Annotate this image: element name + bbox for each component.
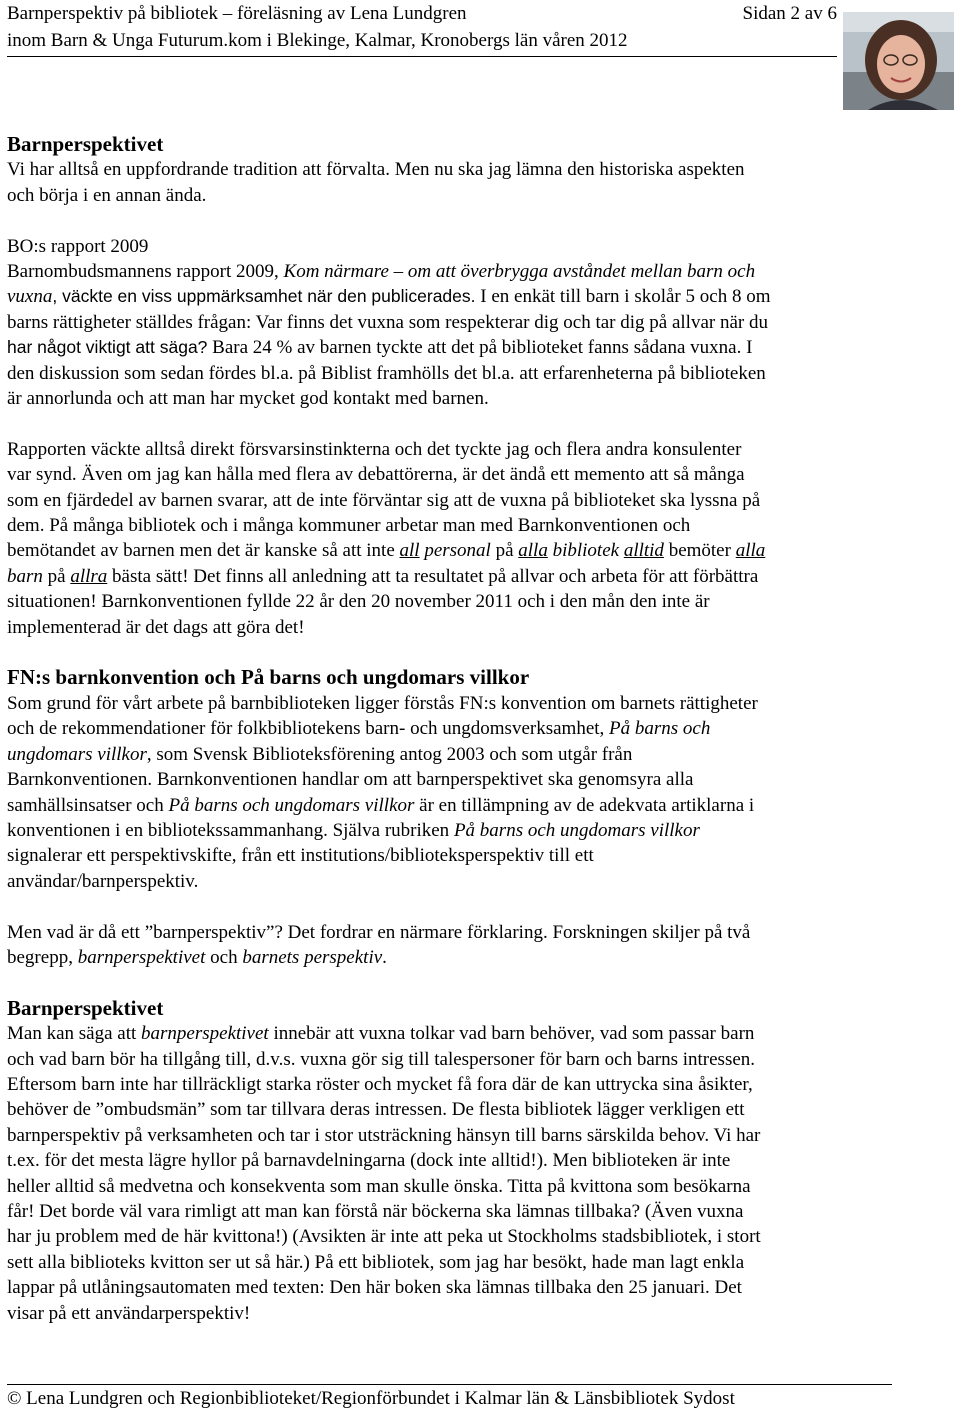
emphasis: alltid — [623, 540, 664, 562]
heading-barnperspektivet-2: Barnperspektivet — [7, 995, 164, 1020]
text-span: och — [205, 946, 243, 968]
paragraph-line — [7, 1021, 892, 1046]
text-span: bästa sätt! Det finns all anledning att ta resultatet på allvar och arbeta för att förbättra — [107, 565, 759, 587]
text-span: begrepp, — [7, 946, 78, 968]
header-title: Barnperspektiv på bibliotek – föreläsning av Lena Lundgren — [7, 3, 467, 24]
paragraph-line: lappar på utlåningsautomaten med texten: Den här boken ska lämnas tillbaka den 25 januari. Det — [7, 1277, 742, 1299]
paragraph-line: Eftersom barn inte har tillräckligt starka röster och mycket få fora där de kan uttrycka sina åsikter, — [7, 1073, 753, 1095]
paragraph-line: situationen! Barnkonventionen fyllde 22 år den 20 november 2011 och i den mån den inte är — [7, 591, 710, 613]
emphasis: På barns och — [609, 718, 711, 740]
author-portrait-image — [843, 12, 954, 110]
paragraph-line — [7, 818, 892, 843]
emphasis: På barns och ungdomars villkor — [453, 819, 700, 841]
paragraph-line: får! Det borde väl vara rimligt att man kan förstå när böckerna ska lämnas tillbaka? (Även vuxna — [7, 1200, 744, 1222]
document-body — [7, 132, 892, 1326]
page-header — [7, 0, 837, 57]
paragraph-line: Vi har alltså en uppfordrande tradition att förvalta. Men nu ska jag lämna den historiska aspekten — [7, 159, 745, 181]
emphasis: barnperspektivet — [77, 946, 206, 968]
emphasis: all — [399, 540, 420, 562]
emphasis: personal — [419, 540, 491, 562]
paragraph-line — [7, 564, 892, 589]
paragraph-line: heller alltid så medvetna och konsekventa som man skulle önska. Titta på kvittona som besökarna — [7, 1175, 751, 1197]
text-span: Bara 24 % av barnen tyckte att det på biblioteket fanns sådana vuxna. I — [207, 337, 753, 359]
paragraph-line: och vad barn bör ha tillgång till, d.v.s. vuxna gör sig till talespersoner för barn och barns intressen. — [7, 1048, 756, 1070]
heading-barnperspektivet: Barnperspektivet — [7, 132, 164, 156]
paragraph-line: Som grund för vårt arbete på barnbiblioteken ligger förstås FN:s konvention om barnets rättigheter — [7, 692, 758, 714]
emphasis: alla — [518, 540, 548, 562]
emphasis: alla — [735, 540, 766, 562]
paragraph-line: barns rättigheter ställdes frågan: Var finns det vuxna som respekterar dig och tar dig på allvar när du — [7, 311, 768, 333]
paragraph-line: implementerad är det dags att göra det! — [7, 616, 305, 638]
text-span: I en enkät till barn i skolår 5 och 8 om — [475, 286, 771, 308]
text-span: bemöter — [663, 540, 736, 562]
paragraph-line: Barnkonventionen. Barnkonventionen handlar om att barnperspektivet ska genomsyra alla — [7, 769, 694, 791]
author-photo — [843, 12, 954, 110]
emphasis: allra — [70, 565, 108, 587]
paragraph-line — [7, 742, 892, 767]
paragraph-line — [7, 945, 892, 970]
paragraph-line: t.ex. för det mesta lägre hyllor på barnavdelningarna (dock inte alltid!). Men biblioteken är inte — [7, 1150, 731, 1172]
emphasis: På barns och ungdomars villkor — [168, 794, 415, 816]
paragraph-line: sett alla biblioteks kvitton ser ut så här.) På ett bibliotek, som jag har besökt, hade man lagt enkla — [7, 1251, 745, 1273]
emphasis: barn — [7, 565, 43, 587]
text-span: har något viktigt att säga? — [7, 337, 208, 358]
text-span: bemötandet av barnen men det är kanske så att inte — [7, 540, 400, 562]
paragraph-line — [7, 335, 892, 360]
text-span: innebär att vuxna tolkar vad barn behöver, vad som passar barn — [268, 1023, 755, 1045]
paragraph-line: barnperspektiv på verksamheten och tar i stor utsträckning hänsyn till barns särskilda behov. Vi har — [7, 1124, 761, 1146]
paragraph-line — [7, 716, 892, 741]
page-footer: © Lena Lundgren och Regionbiblioteket/Regionförbundet i Kalmar län & Länsbibliotek Sydost — [7, 1384, 892, 1410]
text-span: , väckte en viss uppmärksamhet när den publicerades. — [52, 286, 476, 307]
header-subtitle: inom Barn & Unga Futurum.kom i Blekinge, Kalmar, Kronobergs län våren 2012 — [7, 30, 628, 51]
text-span: Man kan säga att — [7, 1023, 142, 1045]
heading-bo-rapport: BO:s rapport 2009 — [7, 235, 149, 257]
paragraph-line: visar på ett användarperspektiv! — [7, 1302, 251, 1324]
header-rule — [7, 56, 837, 57]
paragraph-line — [7, 284, 892, 309]
text-span: Barnombudsmannens rapport 2009, — [7, 261, 284, 283]
paragraph-line — [7, 793, 892, 818]
paragraph-line: och börja i en annan ända. — [7, 184, 207, 206]
text-span: konventionen i en bibliotekssammanhang. Själva rubriken — [7, 819, 454, 841]
text-span: är en tillämpning av de adekvata artiklarna i — [414, 794, 755, 816]
paragraph-line: dem. På många bibliotek och i många kommuner arbetar man med Barnkonventionen och — [7, 515, 691, 537]
paragraph-line: signalerar ett perspektivskifte, från ett institutions/biblioteksperspektiv till ett — [7, 845, 594, 867]
text-span: samhällsinsatser och — [7, 794, 169, 816]
paragraph-line: Rapporten väckte alltså direkt försvarsinstinkterna och det tyckte jag och flera andra konsulenter — [7, 438, 742, 460]
paragraph-line: behöver de ”ombudsmän” som tar tillvara deras intressen. De flesta bibliotek lägger verkligen ett — [7, 1099, 745, 1121]
report-title: Kom närmare – om att överbrygga avståndet mellan barn och — [283, 261, 756, 283]
text-span: , som Svensk Biblioteksförening antog 2003 och som utgår från — [146, 743, 633, 765]
paragraph-line — [7, 259, 892, 284]
heading-fn-barnkonvention: FN:s barnkonvention och På barns och ungdomars villkor — [7, 665, 530, 690]
paragraph-line: som en fjärdedel av barnen svarar, att de inte förväntar sig att de vuxna på biblioteket ska lyssna på — [7, 489, 761, 511]
text-span: på — [42, 565, 71, 587]
emphasis: barnperspektivet — [141, 1023, 269, 1045]
text-span: . — [382, 946, 387, 968]
emphasis: barnets perspektiv — [242, 946, 383, 968]
header-row — [7, 0, 837, 27]
paragraph-line: var synd. Även om jag kan hålla med flera av debattörerna, är det ändå ett memento att så många — [7, 464, 745, 486]
paragraph-line: Men vad är då ett ”barnperspektiv”? Det fordrar en närmare förklaring. Forskningen skiljer på två — [7, 921, 751, 943]
paragraph-line: har ju problem med de här kvittona!) (Avsikten är inte att peka ut Stockholms stadsbibliotek, i stort — [7, 1226, 761, 1248]
paragraph-line: den diskussion som sedan fördes bl.a. på Biblist framhölls det bl.a. att erfarenheterna på biblioteken — [7, 362, 766, 384]
paragraph-line — [7, 538, 892, 563]
report-title: vuxna — [7, 286, 53, 308]
text-span: på — [490, 540, 519, 562]
paragraph-line: är annorlunda och att man har mycket god kontakt med barnen. — [7, 388, 489, 410]
emphasis: bibliotek — [547, 540, 620, 562]
text-span: och de rekommendationer för folkbibliotekens barn- och ungdomsverksamhet, — [7, 718, 610, 740]
emphasis: ungdomars villkor — [7, 743, 147, 765]
paragraph-line: användar/barnperspektiv. — [7, 870, 199, 892]
page-number: Sidan 2 av 6 — [742, 3, 837, 24]
